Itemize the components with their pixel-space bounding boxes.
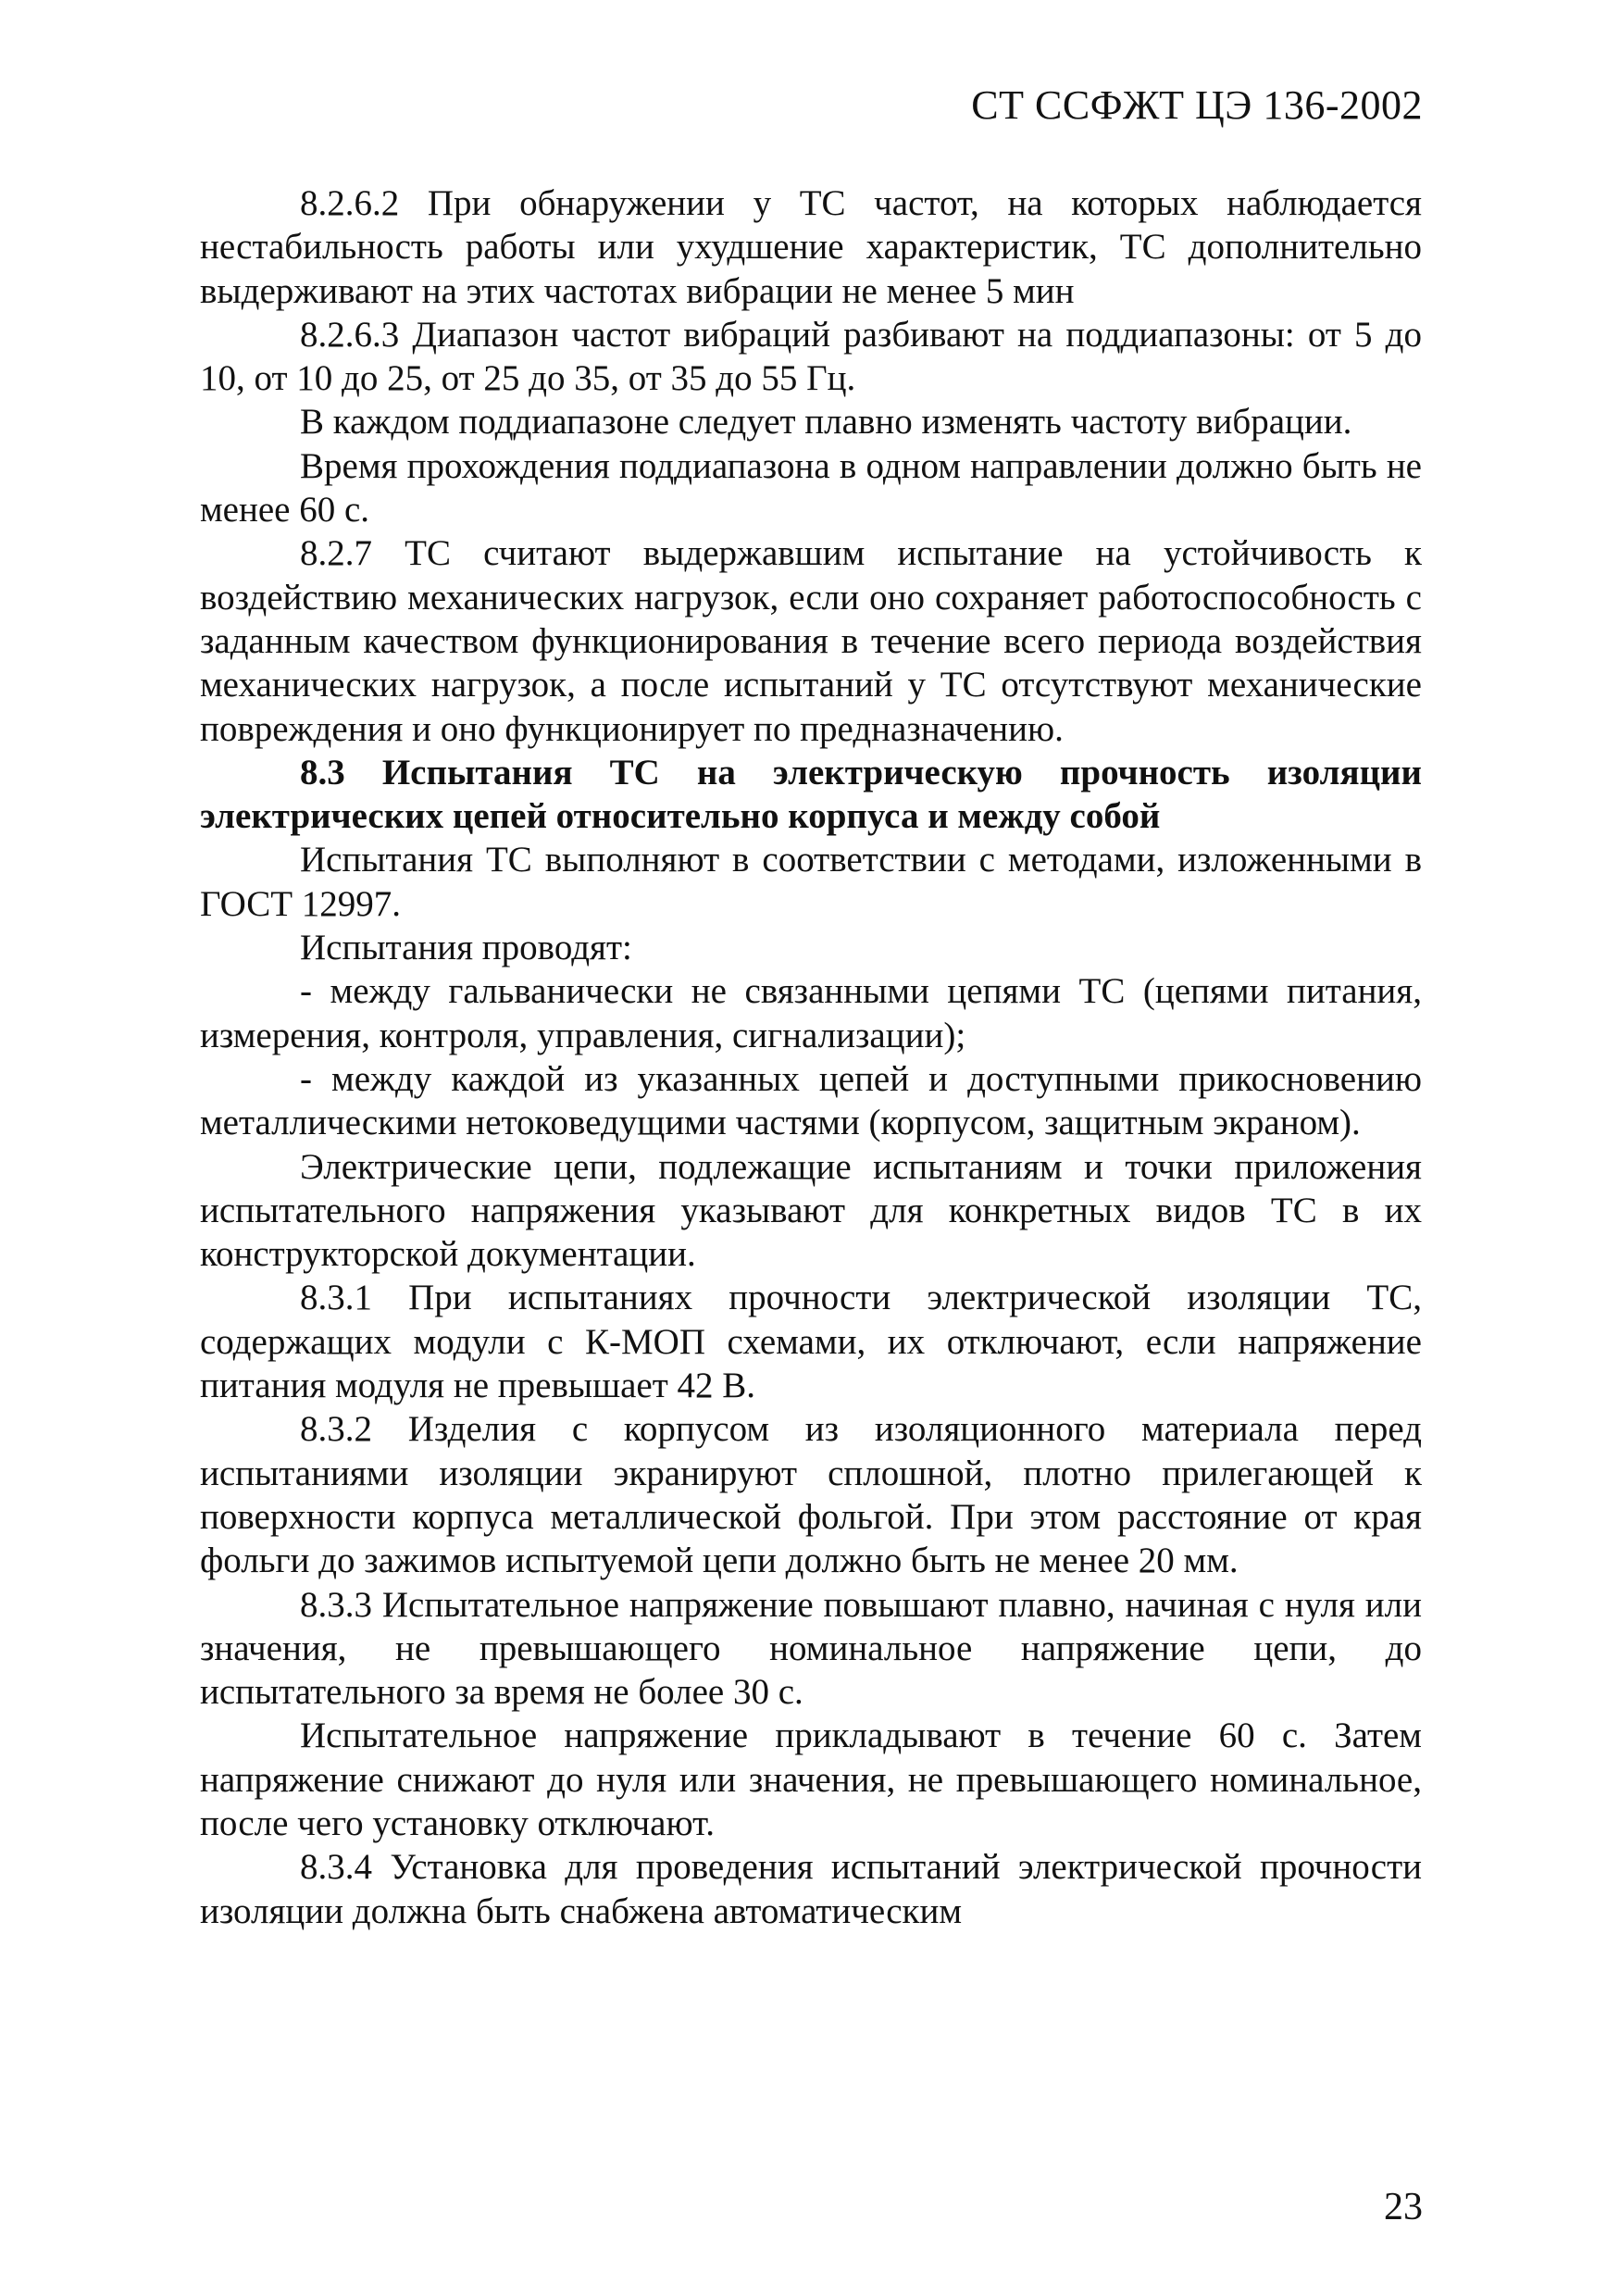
section-heading-8-3: 8.3 Испытания ТС на электрическую прочность изоляции электрических цепей относительно корпуса и между собой <box>200 752 1422 837</box>
paragraph-8-2-6-2: 8.2.6.2 При обнаружении у ТС частот, на которых наблюдается нестабильность работы или ухудшение характеристик, ТС дополнительно выдерживают на этих частотах вибрации не менее 5 мин <box>200 183 1422 311</box>
document-body <box>200 181 1422 1933</box>
paragraph-8-2-7: 8.2.7 ТС считают выдержавшим испытание на устойчивость к воздействию механических нагрузок, если оно сохраняет работоспособность с заданным качеством функционирования в течение всего периода воздействия механических нагрузок, а после испытаний у ТС отсутствуют механические повреждения и оно функционирует по предназначению. <box>200 533 1422 749</box>
list-item-housing: - между каждой из указанных цепей и доступными прикосновению металлическими нетоковедущими частями (корпусом, защитным экраном). <box>200 1058 1422 1143</box>
paragraph-8-3-4: 8.3.4 Установка для проведения испытаний электрической прочности изоляции должна быть снабжена автоматическим <box>200 1847 1422 1931</box>
paragraph-8-3-3: 8.3.3 Испытательное напряжение повышают плавно, начиная с нуля или значения, не превышающего номинальное напряжение цепи, до испытательного за время не более 30 с. <box>200 1584 1422 1713</box>
paragraph-8-2-6-3: 8.2.6.3 Диапазон частот вибраций разбивают на поддиапазоны: от 5 до 10, от 10 до 25, от 25 до 35, от 35 до 55 Гц. <box>200 314 1422 399</box>
paragraph-tests-conducted: Испытания проводят: <box>300 928 632 968</box>
paragraph-pass-time: Время прохождения поддиапазона в одном направлении должно быть не менее 60 с. <box>200 445 1422 530</box>
list-item-circuits: - между гальванически не связанными цепями ТС (цепями питания, измерения, контроля, управления, сигнализации); <box>200 971 1422 1055</box>
paragraph-subrange: В каждом поддиапазоне следует плавно изменять частоту вибрации. <box>300 402 1352 443</box>
paragraph-electric-circuits: Электрические цепи, подлежащие испытаниям и точки приложения испытательного напряжения указывают для конкретных видов ТС в их конструкторской документации. <box>200 1146 1422 1275</box>
paragraph-8-3-1: 8.3.1 При испытаниях прочности электрической изоляции ТС, содержащих модули с К-МОП схемами, их отключают, если напряжение питания модуля не превышает 42 В. <box>200 1278 1422 1406</box>
paragraph-methods: Испытания ТС выполняют в соответствии с методами, изложенными в ГОСТ 12997. <box>200 840 1422 924</box>
document-code-header: СТ ССФЖТ ЦЭ 136-2002 <box>971 82 1423 128</box>
paragraph-8-3-2: 8.3.2 Изделия с корпусом из изоляционного материала перед испытаниями изоляции экранируют сплошной, плотно прилегающей к поверхности корпуса металлической фольгой. При этом расстояние от края фольги до зажимов испытуемой цепи должно быть не менее 20 мм. <box>200 1409 1422 1581</box>
page-number: 23 <box>1384 2186 1423 2228</box>
paragraph-test-voltage: Испытательное напряжение прикладывают в течение 60 с. Затем напряжение снижают до нуля или значения, не превышающего номинальное, после чего установку отключают. <box>200 1716 1422 1843</box>
